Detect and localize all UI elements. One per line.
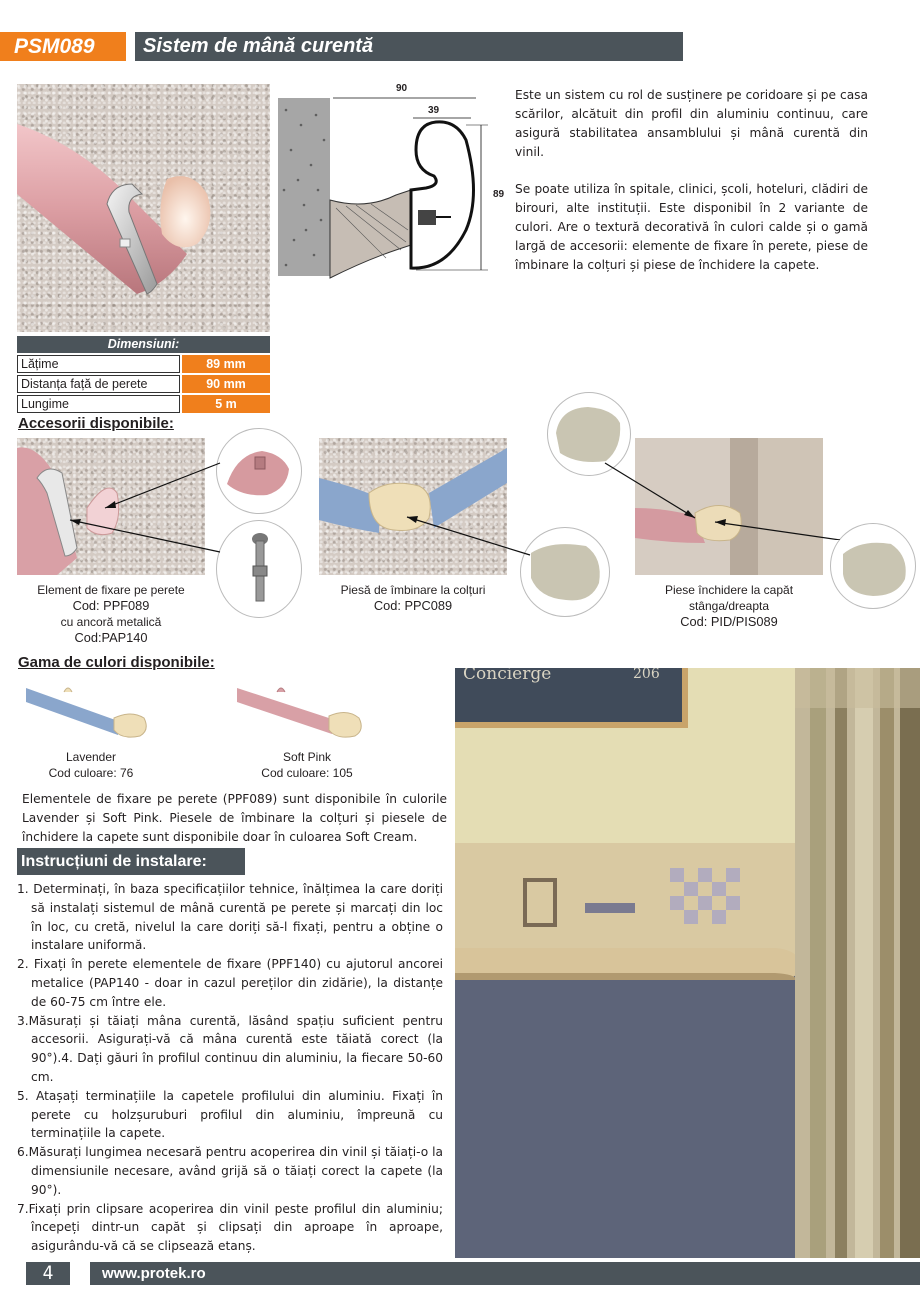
accessory-caption-corner	[319, 582, 507, 614]
product-code: PSM089	[0, 32, 126, 61]
accessory-code-endcap: Cod: PID/PIS089	[680, 614, 778, 629]
accessory-extra-fixing: cu ancoră metalică	[60, 615, 162, 629]
color-caption-soft-pink	[237, 749, 377, 781]
interior-photo	[455, 668, 920, 1258]
instruction-step-2: 2. Fixați în perete elementele de fixare (PPF140) cu ajutorul ancorei metalice (PAP140 - doar in cazul pereților din zidărie), la distanțe de 60-75 cm între ele.	[17, 957, 443, 1009]
dim-value-distance: 90 mm	[182, 375, 270, 393]
accessory-extra-code-fixing: Cod:PAP140	[74, 630, 148, 645]
instruction-step-7: 7.Fixați prin clipsare acoperirea din vinil peste profilul din aluminiu; începeți dintr-un capăt și clipsați din aproape în aproape, asigurându-vă că se clipsează etanș.	[17, 1201, 443, 1254]
accessory-code-fixing: Cod: PPF089	[72, 598, 150, 613]
instruction-step-3: 3.Măsurați și tăiați mâna curentă, lăsând spațiu suficient pentru accesorii. Asigurați-vă că mâna curentă este tăiată corect (la 90°).4. Dați găuri în profilul continuu din aluminiu, la fiecare 50-60 cm.	[17, 1013, 443, 1084]
instruction-step-5: 5. Atașați terminațiile la capetele profilului din aluminiu. Fixați în perete cu holzșuruburi profilul din aluminiu, împreună cu terminațiile la capete.	[17, 1088, 443, 1141]
instruction-step-1: 1. Determinați, în baza specificațiilor tehnice, înălțimea la care doriți să instalați sistemul de mână curentă pe perete și marcați din loc în loc, cu cretă, nivelul la care doriți să-l fixați, pentru a obține o instalare uniformă.	[17, 882, 443, 953]
dimensions-header: Dimensiuni:	[17, 336, 270, 353]
pointer-line-2	[405, 505, 535, 565]
swatch-lavender	[26, 680, 156, 742]
dimension-height: 89	[493, 189, 505, 200]
technical-drawing	[276, 80, 506, 280]
instruction-step-6: 6.Măsurați lungimea necesară pentru acoperirea din vinil și tăiați-o la dimensiunile necesare, având grijă să o tăiați corect la capete (la 90°).	[17, 1145, 443, 1197]
dim-label-length: Lungime	[17, 395, 180, 413]
instructions-title: Instrucțiuni de instalare:	[17, 848, 245, 875]
color-name-lavender: Lavender	[65, 750, 117, 764]
room-number-sign: 206	[633, 668, 660, 682]
dim-label-distance: Distanța față de perete	[17, 375, 180, 393]
accessories-title: Accesorii disponibile:	[18, 415, 174, 432]
accessory-caption-fixing	[17, 582, 205, 646]
description-p2: Se poate utiliza în spitale, clinici, școli, hoteluri, clădiri de birouri, alte instituții. Este disponibil în 2 variante de culori. Are o textură decorativă în culori calde și o gamă largă de accesorii: elemente de fixare în perete, piese de îmbinare la colțuri și piese de închidere la capete.	[515, 182, 868, 272]
accessory-name-endcap: Piese închidere la capăt	[664, 583, 794, 597]
accessory-name-corner: Piesă de îmbinare la colțuri	[340, 583, 486, 597]
page-title: Sistem de mână curentă	[135, 32, 683, 61]
pointer-lines-3	[600, 460, 860, 540]
color-code-soft-pink: Cod culoare: 105	[261, 766, 353, 780]
colors-title: Gama de culori disponibile:	[18, 654, 215, 671]
page-number: 4	[26, 1262, 70, 1285]
concierge-sign-text: Concierge	[463, 668, 552, 684]
pointer-lines-1	[60, 460, 360, 600]
dim-value-length: 5 m	[182, 395, 270, 413]
accessory-caption-endcap	[635, 582, 823, 630]
footer-url[interactable]: www.protek.ro	[90, 1262, 920, 1285]
color-code-lavender: Cod culoare: 76	[48, 766, 134, 780]
accessory-code-corner: Cod: PPC089	[373, 598, 453, 613]
instructions-list	[17, 880, 443, 1256]
dimension-width: 90	[396, 83, 408, 94]
description-p1: Este un sistem cu rol de susținere pe coridoare și pe casa scărilor, alcătuit din profil din aluminiu continuu, care asigură stabilitatea ansamblului și mână curentă din vinil.	[515, 88, 868, 159]
handrail-illustration	[17, 84, 270, 332]
colors-note: Elementele de fixare pe perete (PPF089) sunt disponibile în culorile Lavender și Soft Pink. Piesele de îmbinare la colțuri și piesele de închidere la capete sunt disponibile doar în culoarea Soft Cream.	[22, 792, 447, 844]
product-photo	[17, 84, 270, 332]
swatch-soft-pink	[237, 680, 377, 742]
dim-value-width: 89 mm	[182, 355, 270, 373]
accessory-name2-endcap: stânga/dreapta	[688, 599, 770, 613]
dimension-profile: 39	[428, 105, 440, 116]
dim-label-width: Lățime	[17, 355, 180, 373]
accessory-name-fixing: Element de fixare pe perete	[37, 583, 185, 597]
color-caption-lavender	[26, 749, 156, 781]
color-name-soft-pink: Soft Pink	[282, 750, 332, 764]
